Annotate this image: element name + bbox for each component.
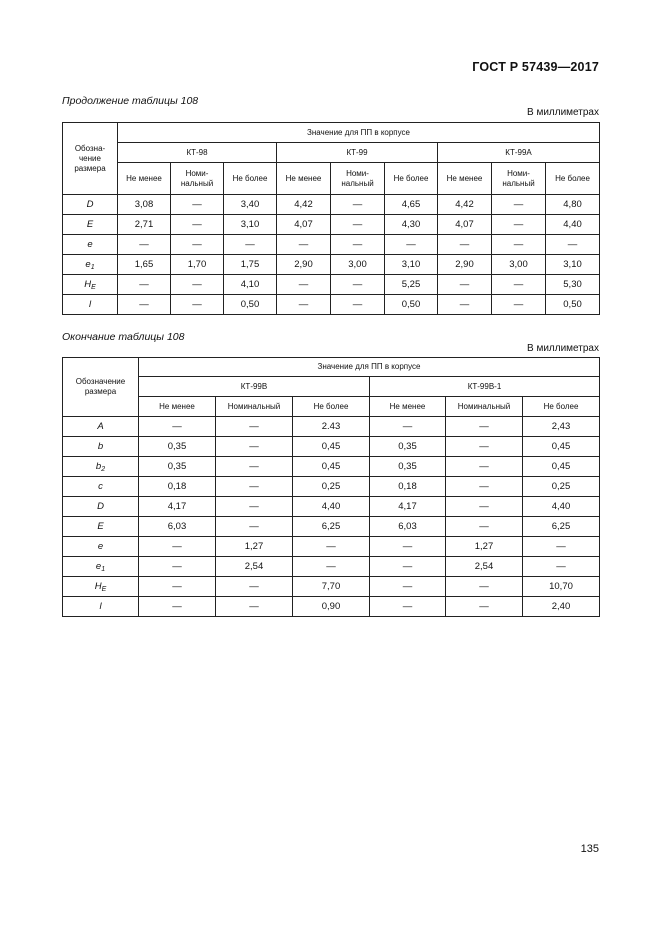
table-cell: — [492, 195, 546, 215]
dimension-symbol [63, 235, 118, 255]
table2-group-header: Значение для ПП в корпусе [139, 358, 600, 377]
table-cell: — [523, 537, 600, 557]
table-row [63, 517, 600, 537]
table-cell: — [171, 195, 224, 215]
table-cell: 0,18 [370, 477, 446, 497]
table-cell: — [216, 497, 293, 517]
table-cell: — [546, 235, 600, 255]
symbol-letter: e [95, 560, 102, 572]
table-row [63, 477, 600, 497]
table2-caption: Окончание таблицы 108 [62, 331, 185, 343]
table-cell: 5,30 [546, 275, 600, 295]
table-cell: — [370, 557, 446, 577]
nom-line: Номи- [507, 168, 530, 178]
col-nom: Номинальный [216, 397, 293, 417]
rowhead-line: размера [84, 387, 117, 396]
table-cell: 3,00 [492, 255, 546, 275]
table-cell: 4,07 [438, 215, 492, 235]
table-cell: — [277, 275, 331, 295]
table-cell: — [118, 235, 171, 255]
dimension-symbol [63, 437, 139, 457]
table-cell: 4,40 [523, 497, 600, 517]
table-row [63, 215, 600, 235]
symbol-subscript: E [101, 585, 107, 593]
table-cell: 3,40 [224, 195, 277, 215]
table-row [63, 235, 600, 255]
table-cell: — [438, 275, 492, 295]
table-cell: 3,00 [331, 255, 385, 275]
table-cell: 4,40 [546, 215, 600, 235]
table-cell: — [216, 457, 293, 477]
dimension-symbol [63, 215, 118, 235]
table-cell: — [293, 537, 370, 557]
table-cell: — [293, 557, 370, 577]
table-cell: 0,18 [139, 477, 216, 497]
table-cell: — [171, 275, 224, 295]
dimension-symbol [63, 417, 139, 437]
table-cell: 1,65 [118, 255, 171, 275]
table1-package-kt98: КТ-98 [118, 143, 277, 163]
symbol-letter: l [88, 299, 92, 310]
table-cell: — [331, 295, 385, 315]
table-cell: — [216, 437, 293, 457]
table-cell: 0,45 [293, 437, 370, 457]
table-cell: — [446, 597, 523, 617]
table-cell: — [370, 597, 446, 617]
table-row [63, 255, 600, 275]
dimension-symbol [63, 477, 139, 497]
table-cell: 1,75 [224, 255, 277, 275]
symbol-subscript: 1 [101, 565, 106, 573]
col-min: Не менее [370, 397, 446, 417]
rowhead-line: Обозначение [75, 377, 126, 386]
symbol-letter: H [94, 580, 102, 592]
table-cell: — [385, 235, 438, 255]
symbol-letter: e [85, 258, 91, 270]
table-cell: — [118, 275, 171, 295]
table-cell: — [139, 577, 216, 597]
table-cell: — [446, 477, 523, 497]
table-row [63, 417, 600, 437]
symbol-letter: c [98, 481, 103, 492]
table-row [63, 195, 600, 215]
table-cell: — [370, 417, 446, 437]
nom-line: Номи- [346, 168, 369, 178]
table1-units: В миллиметрах [527, 107, 599, 118]
table-cell: 4,17 [139, 497, 216, 517]
dimension-symbol [63, 255, 118, 275]
table-cell: 5,25 [385, 275, 438, 295]
table-cell: 4,40 [293, 497, 370, 517]
table-cell: 6,25 [523, 517, 600, 537]
table-cell: 0,45 [523, 457, 600, 477]
table-cell: — [331, 215, 385, 235]
table-cell: 10,70 [523, 577, 600, 597]
table-cell: 2,40 [523, 597, 600, 617]
table-cell: — [446, 457, 523, 477]
table-cell: — [523, 557, 600, 577]
table-cell: — [216, 477, 293, 497]
nom-line: нальный [341, 178, 374, 188]
table-cell: — [492, 235, 546, 255]
symbol-letter: H [84, 278, 92, 290]
col-max: Не более [224, 163, 277, 195]
symbol-letter: A [97, 421, 104, 432]
col-nom: Номинальный [446, 397, 523, 417]
col-min: Не менее [277, 163, 331, 195]
table-cell: 0,45 [523, 437, 600, 457]
table-cell: 2,54 [446, 557, 523, 577]
table-cell: — [370, 537, 446, 557]
col-max: Не более [385, 163, 438, 195]
col-nom [492, 163, 546, 195]
symbol-subscript: E [91, 283, 96, 291]
table-cell: 4,10 [224, 275, 277, 295]
dimension-symbol [63, 537, 139, 557]
table-cell: 3,10 [385, 255, 438, 275]
table-cell: 2.43 [293, 417, 370, 437]
table-cell: — [492, 275, 546, 295]
table-cell: — [216, 517, 293, 537]
table-cell: 1,70 [171, 255, 224, 275]
symbol-letter: E [86, 219, 94, 230]
table-cell: 0,25 [293, 477, 370, 497]
symbol-letter: e [97, 541, 104, 552]
rowhead-line: чение [79, 153, 101, 163]
table-cell: 7,70 [293, 577, 370, 597]
table-cell: 2,90 [438, 255, 492, 275]
table-cell: — [446, 497, 523, 517]
table-cell: 4,07 [277, 215, 331, 235]
rowhead-line: Обозна- [74, 143, 106, 153]
nom-line: нальный [180, 178, 214, 188]
table-cell: — [139, 417, 216, 437]
table-cell: — [216, 417, 293, 437]
table-cell: — [216, 597, 293, 617]
dimension-symbol [63, 597, 139, 617]
table-cell: 6,25 [293, 517, 370, 537]
table-cell: 6,03 [139, 517, 216, 537]
dimension-symbol [63, 295, 118, 315]
col-nom [171, 163, 224, 195]
col-min: Не менее [118, 163, 171, 195]
table-cell: — [139, 597, 216, 617]
col-min: Не менее [438, 163, 492, 195]
table-cell: — [492, 215, 546, 235]
symbol-subscript: 1 [90, 263, 95, 271]
table-cell: 0,50 [224, 295, 277, 315]
table-cell: 4,42 [277, 195, 331, 215]
col-nom [331, 163, 385, 195]
dimension-symbol [63, 497, 139, 517]
table-cell: 0,50 [385, 295, 438, 315]
table-cell: — [438, 295, 492, 315]
table-row [63, 537, 600, 557]
dimension-symbol [63, 195, 118, 215]
symbol-letter: D [97, 501, 104, 512]
dimension-symbol [63, 517, 139, 537]
symbol-letter: D [86, 199, 94, 210]
table-cell: 4,30 [385, 215, 438, 235]
col-max: Не более [546, 163, 600, 195]
table-cell: 0,35 [139, 437, 216, 457]
table-cell: 0,35 [370, 437, 446, 457]
col-min: Не менее [139, 397, 216, 417]
symbol-letter: b [97, 441, 104, 452]
table-cell: 3,10 [546, 255, 600, 275]
dimension-symbol [63, 275, 118, 295]
table-cell: — [446, 517, 523, 537]
table2-units: В миллиметрах [527, 343, 599, 354]
table-row [63, 497, 600, 517]
table2-package-kt99b: КТ-99В [139, 377, 370, 397]
table-cell: — [446, 417, 523, 437]
dimension-symbol [63, 577, 139, 597]
table-cell: 0,45 [293, 457, 370, 477]
nom-line: нальный [502, 178, 535, 188]
table-cell: 0,25 [523, 477, 600, 497]
symbol-subscript: 2 [101, 465, 106, 473]
table-row [63, 437, 600, 457]
dimension-symbol [63, 557, 139, 577]
table-cell: 1,27 [446, 537, 523, 557]
table-cell: — [331, 275, 385, 295]
table-cell: 0,35 [370, 457, 446, 477]
table-row [63, 597, 600, 617]
table2-package-kt99b1: КТ-99В-1 [370, 377, 600, 397]
table-cell: — [331, 195, 385, 215]
table-cell: — [446, 437, 523, 457]
table-row [63, 557, 600, 577]
table-cell: — [139, 537, 216, 557]
table-cell: — [224, 235, 277, 255]
table-cell: 0,50 [546, 295, 600, 315]
table-cell: 0,35 [139, 457, 216, 477]
table-cell: — [277, 235, 331, 255]
table-row [63, 275, 600, 295]
table-row [63, 457, 600, 477]
table-cell: — [370, 577, 446, 597]
page-number: 135 [580, 843, 599, 855]
dimension-symbol [63, 457, 139, 477]
table-cell: 2,54 [216, 557, 293, 577]
table-cell: 6,03 [370, 517, 446, 537]
table-cell: 0,90 [293, 597, 370, 617]
table1-rowhead [63, 123, 118, 195]
table1-caption: Продолжение таблицы 108 [62, 95, 199, 107]
document-standard-number: ГОСТ Р 57439—2017 [472, 60, 599, 74]
table-row [63, 577, 600, 597]
table-cell: — [139, 557, 216, 577]
table-row [63, 295, 600, 315]
rowhead-line: размера [74, 163, 106, 173]
table-cell: — [277, 295, 331, 315]
table-cell: 3,08 [118, 195, 171, 215]
table-cell: — [438, 235, 492, 255]
table2-rowhead [63, 358, 139, 417]
nom-line: Номи- [185, 168, 209, 178]
symbol-letter: b [95, 460, 102, 472]
symbol-letter: E [97, 521, 104, 532]
table-cell: 4,80 [546, 195, 600, 215]
table-cell: 4,17 [370, 497, 446, 517]
table-cell: — [118, 295, 171, 315]
table-cell: 2,71 [118, 215, 171, 235]
table-cell: 1,27 [216, 537, 293, 557]
col-max: Не более [293, 397, 370, 417]
symbol-letter: l [99, 601, 102, 612]
table-cell: 4,42 [438, 195, 492, 215]
table-cell: — [331, 235, 385, 255]
table-cell: 3,10 [224, 215, 277, 235]
table-cell: — [492, 295, 546, 315]
symbol-letter: e [87, 239, 93, 250]
table2 [62, 357, 600, 617]
table-cell: 4,65 [385, 195, 438, 215]
table-cell: — [171, 295, 224, 315]
table-cell: — [446, 577, 523, 597]
table-cell: 2,43 [523, 417, 600, 437]
table-cell: — [216, 577, 293, 597]
table1-package-kt99: КТ-99 [277, 143, 438, 163]
col-max: Не более [523, 397, 600, 417]
table-cell: — [171, 235, 224, 255]
table1 [62, 122, 600, 315]
table1-group-header: Значение для ПП в корпусе [118, 123, 600, 143]
table1-package-kt99a: КТ-99А [438, 143, 600, 163]
table-cell: — [171, 215, 224, 235]
table-cell: 2,90 [277, 255, 331, 275]
